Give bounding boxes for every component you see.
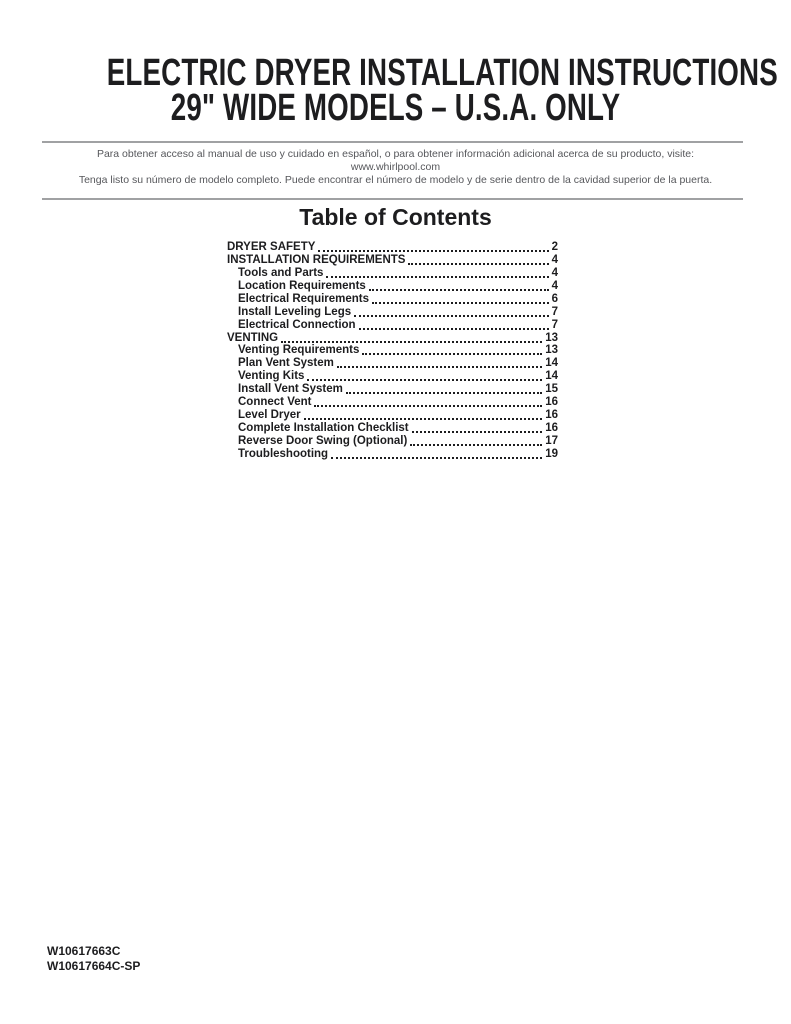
- toc-entry: [227, 448, 558, 461]
- toc-entry-page: 17: [545, 435, 558, 448]
- toc-entry-label: Venting Kits: [238, 370, 305, 383]
- divider-bottom: [42, 198, 743, 200]
- toc-leader-dots: [369, 289, 549, 291]
- toc-entry: [227, 383, 558, 396]
- toc-entry-label: Electrical Requirements: [238, 292, 370, 305]
- page-title-line-1: ELECTRIC DRYER INSTALLATION INSTRUCTIONS: [106, 52, 778, 94]
- toc-list: [227, 241, 558, 461]
- toc-entry: [227, 280, 558, 293]
- toc-entry-page: 7: [551, 318, 558, 331]
- toc-entry-page: 15: [545, 383, 558, 396]
- toc-entry-page: 7: [551, 305, 558, 318]
- toc-entry-label: Install Leveling Legs: [238, 305, 352, 318]
- toc-leader-dots: [346, 392, 542, 394]
- page-title: [0, 52, 791, 129]
- toc-entry-page: 16: [545, 422, 558, 435]
- toc-leader-dots: [331, 457, 542, 459]
- toc-entry-page: 13: [545, 331, 558, 344]
- toc-leader-dots: [314, 405, 542, 407]
- toc-entry-page: 6: [551, 292, 558, 305]
- toc-entry-label: Electrical Connection: [238, 318, 356, 331]
- toc-leader-dots: [326, 276, 548, 278]
- whirlpool-url: www.whirlpool.com: [350, 161, 441, 174]
- toc-leader-dots: [412, 431, 543, 433]
- toc-entry: [227, 409, 558, 422]
- toc-leader-dots: [337, 366, 542, 368]
- part-numbers: [47, 944, 140, 974]
- toc-entry-page: 16: [545, 396, 558, 409]
- spanish-notice-line-1: Para obtener acceso al manual de uso y cuidado en español, o para obtener información adicional acerca de su producto, visite:: [96, 148, 695, 160]
- toc-entry-label: VENTING: [227, 331, 279, 344]
- spanish-notice-line-2: Tenga listo su número de modelo completo. Puede encontrar el número de modelo y de serie dentro de la cavidad superior de la puerta.: [78, 174, 713, 187]
- toc-entry: [227, 422, 558, 435]
- toc-entry-label: Tools and Parts: [238, 266, 324, 279]
- spanish-notice: [0, 148, 791, 188]
- toc-entry: [227, 267, 558, 280]
- toc-entry: [227, 435, 558, 448]
- toc-leader-dots: [372, 302, 549, 304]
- page-title-line-2: 29" WIDE MODELS – U.S.A. ONLY: [170, 87, 621, 129]
- toc-entry-page: 4: [551, 253, 558, 266]
- toc-entry: [227, 306, 558, 319]
- toc-leader-dots: [410, 444, 542, 446]
- toc-entry-page: 4: [551, 279, 558, 292]
- toc-entry-page: 19: [545, 447, 558, 460]
- toc-leader-dots: [281, 341, 542, 343]
- toc-heading: Table of Contents: [299, 204, 492, 230]
- toc-entry-label: Level Dryer: [238, 409, 301, 422]
- toc-entry-page: 14: [545, 370, 558, 383]
- toc-entry-label: Plan Vent System: [238, 357, 334, 370]
- toc-leader-dots: [354, 315, 548, 317]
- toc-entry: [227, 293, 558, 306]
- toc-leader-dots: [408, 263, 548, 265]
- toc-entry-page: 16: [545, 409, 558, 422]
- toc-leader-dots: [304, 418, 543, 420]
- divider-top: [42, 141, 743, 143]
- toc-entry-label: Reverse Door Swing (Optional): [238, 435, 408, 448]
- toc-entry: [227, 319, 558, 332]
- toc-entry-label: Connect Vent: [238, 396, 312, 409]
- part-number-2: W10617664C-SP: [47, 959, 141, 973]
- toc-entry: [227, 396, 558, 409]
- toc-entry-page: 4: [551, 266, 558, 279]
- toc-leader-dots: [362, 353, 542, 355]
- toc-entry-label: Install Vent System: [238, 383, 343, 396]
- toc-leader-dots: [307, 379, 542, 381]
- toc-entry-page: 2: [551, 240, 558, 253]
- toc-entry: [227, 254, 558, 267]
- toc-entry-label: Troubleshooting: [238, 447, 329, 460]
- toc-entry: [227, 332, 558, 345]
- toc-entry: [227, 345, 558, 358]
- toc-entry-label: INSTALLATION REQUIREMENTS: [227, 253, 406, 266]
- toc-entry-label: Venting Requirements: [238, 344, 360, 357]
- part-number-1: W10617663C: [47, 944, 121, 958]
- toc-entry-page: 14: [545, 357, 558, 370]
- toc-entry-label: DRYER SAFETY: [227, 240, 316, 253]
- toc-entry-label: Location Requirements: [238, 279, 366, 292]
- toc-entry: [227, 357, 558, 370]
- toc-leader-dots: [359, 328, 549, 330]
- toc-entry: [227, 241, 558, 254]
- toc-entry-label: Complete Installation Checklist: [238, 422, 409, 435]
- toc-leader-dots: [318, 250, 548, 252]
- toc-entry: [227, 370, 558, 383]
- toc-entry-page: 13: [545, 344, 558, 357]
